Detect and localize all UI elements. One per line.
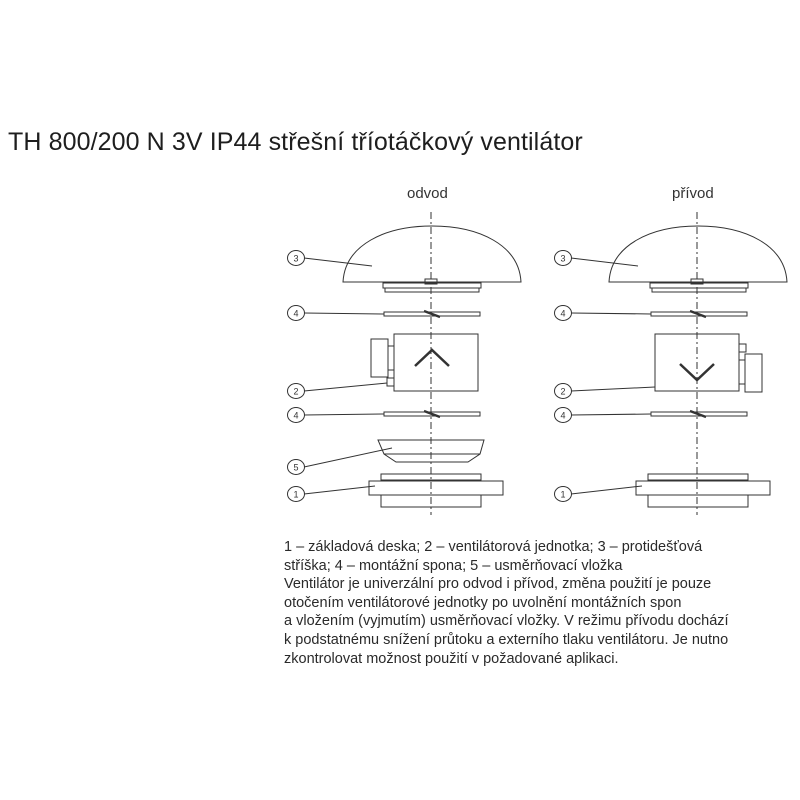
mounting-clip-lower [384,411,480,417]
callout-number: 4 [293,410,299,421]
leader-line-5 [304,448,392,467]
mounting-clip-upper [384,311,480,317]
callout-number: 4 [560,308,566,319]
leader-line-3 [304,258,372,266]
callout-number: 1 [560,489,566,500]
leader-line-2 [571,387,655,391]
callout-number: 4 [293,308,299,319]
callout-number: 5 [293,462,299,473]
callout-number: 4 [560,410,566,421]
page-title: TH 800/200 N 3V IP44 střešní tříotáčkový ventilátor [8,128,583,156]
leader-line-3 [571,258,638,266]
callout-number: 1 [293,489,299,500]
legend-line: stříška; 4 – montážní spona; 5 – usměrňovací vložka [284,557,623,574]
fan-unit [371,334,478,391]
leader-line-4 [304,313,384,314]
exhaust-assembly [288,212,522,515]
base-plate [369,474,503,507]
column-label-privod: přívod [672,185,714,202]
base-plate [636,474,770,507]
leader-line-4b [571,414,651,415]
caption [284,538,784,668]
column-label-odvod: odvod [407,185,448,202]
description-line: zkontrolovat možnost použití v požadované aplikaci. [284,650,619,667]
leader-line-1 [304,486,375,494]
leader-line-2 [304,383,387,391]
description-line: otočením ventilátorové jednotky po uvolnění montážních spon [284,594,682,611]
callout-number: 2 [560,386,566,397]
rain-cap [343,226,521,292]
callout-number: 3 [560,253,566,264]
rain-cap [609,226,787,292]
airflow-arrow-up-icon [415,350,449,366]
mounting-clip-upper [651,311,747,317]
callout-number: 3 [293,253,299,264]
description-line: Ventilátor je univerzální pro odvod i přívod, změna použití je pouze [284,576,712,593]
leader-line-4b [304,414,384,415]
leader-line-4 [571,313,651,314]
leader-line-1 [571,486,642,494]
callout-number: 2 [293,386,299,397]
description-line: a vložením (vyjmutím) usměrňovací vložky. V režimu přívodu dochází [284,613,729,630]
supply-assembly [555,212,788,515]
legend-line: 1 – základová deska; 2 – ventilátorová jednotka; 3 – protidešťová [284,539,703,555]
mounting-clip-lower [651,411,747,417]
fan-unit [655,334,762,392]
description-line: k podstatnému snížení průtoku a externího tlaku ventilátoru. Je nutno [284,631,729,648]
